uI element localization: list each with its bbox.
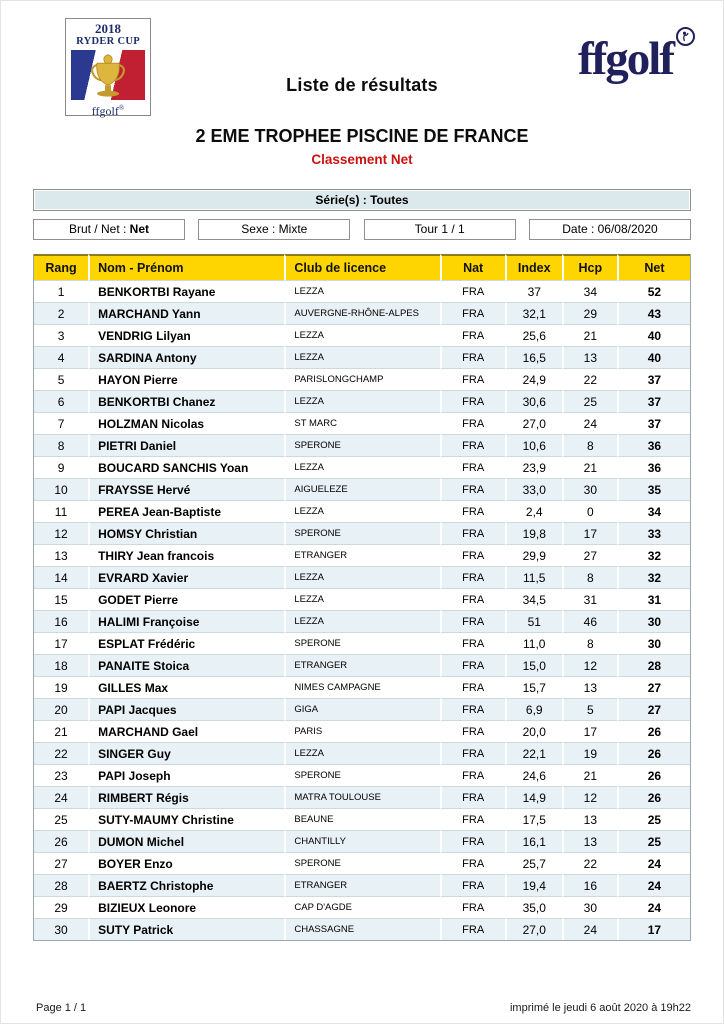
cell-club: MATRA TOULOUSE: [284, 786, 439, 808]
cell-rang: 21: [34, 720, 88, 742]
cell-index: 19,4: [505, 874, 562, 896]
cell-nat: FRA: [440, 456, 505, 478]
cell-hcp: 31: [562, 588, 617, 610]
table-row: [34, 434, 690, 456]
cell-club: SPERONE: [284, 632, 439, 654]
brut-net-label: Brut / Net :: [68, 222, 127, 236]
cell-club: SPERONE: [284, 434, 439, 456]
cell-net: 52: [617, 281, 690, 302]
cell-club: BEAUNE: [284, 808, 439, 830]
cell-nom: EVRARD Xavier: [88, 566, 284, 588]
cell-nat: FRA: [440, 698, 505, 720]
cell-nat: FRA: [440, 676, 505, 698]
cell-hcp: 5: [562, 698, 617, 720]
cell-nom: PAPI Joseph: [88, 764, 284, 786]
cell-index: 20,0: [505, 720, 562, 742]
cell-index: 29,9: [505, 544, 562, 566]
cell-club: AUVERGNE-RHÔNE-ALPES: [284, 302, 439, 324]
cell-nat: FRA: [440, 302, 505, 324]
competition-title: 2 EME TROPHEE PISCINE DE FRANCE: [195, 126, 529, 146]
cell-nom: SUTY-MAUMY Christine: [88, 808, 284, 830]
cell-hcp: 8: [562, 566, 617, 588]
cell-index: 25,7: [505, 852, 562, 874]
table-row: [34, 500, 690, 522]
cell-index: 10,6: [505, 434, 562, 456]
cell-club: SPERONE: [284, 852, 439, 874]
table-row: [34, 302, 690, 324]
cell-net: 33: [617, 522, 690, 544]
cell-index: 24,6: [505, 764, 562, 786]
cell-nat: FRA: [440, 852, 505, 874]
cell-index: 35,0: [505, 896, 562, 918]
logo-year: 2018: [95, 21, 121, 36]
document-title: Liste de résultats: [286, 75, 438, 95]
cell-hcp: 30: [562, 478, 617, 500]
cell-hcp: 30: [562, 896, 617, 918]
table-row: [34, 830, 690, 852]
cell-index: 34,5: [505, 588, 562, 610]
cell-club: LEZZA: [284, 566, 439, 588]
cell-net: 37: [617, 412, 690, 434]
cell-hcp: 21: [562, 456, 617, 478]
results-table-wrapper: [33, 254, 691, 941]
column-header-net: Net: [617, 254, 690, 281]
printed-timestamp: imprimé le jeudi 6 août 2020 à 19h22: [509, 1002, 691, 1014]
cell-rang: 6: [34, 390, 88, 412]
column-header-rang: Rang: [34, 254, 88, 281]
ryder-cup-2018-logo: [65, 18, 151, 116]
table-row: [34, 390, 690, 412]
cell-nom: HAYON Pierre: [88, 368, 284, 390]
cell-nat: FRA: [440, 478, 505, 500]
cell-hcp: 21: [562, 764, 617, 786]
cell-nom: GODET Pierre: [88, 588, 284, 610]
cell-hcp: 24: [562, 412, 617, 434]
cell-net: 34: [617, 500, 690, 522]
cell-nat: FRA: [440, 566, 505, 588]
cell-nom: ESPLAT Frédéric: [88, 632, 284, 654]
cell-club: ETRANGER: [284, 874, 439, 896]
cell-nat: FRA: [440, 281, 505, 302]
cell-nom: DUMON Michel: [88, 830, 284, 852]
cell-net: 25: [617, 830, 690, 852]
cell-net: 26: [617, 764, 690, 786]
cell-index: 37: [505, 281, 562, 302]
cell-index: 30,6: [505, 390, 562, 412]
document-header: [1, 1, 723, 119]
cell-net: 28: [617, 654, 690, 676]
cell-index: 27,0: [505, 412, 562, 434]
cell-hcp: 13: [562, 676, 617, 698]
cell-net: 17: [617, 918, 690, 940]
cell-nat: FRA: [440, 610, 505, 632]
cell-nat: FRA: [440, 896, 505, 918]
cell-nom: BIZIEUX Leonore: [88, 896, 284, 918]
table-row: [34, 368, 690, 390]
cell-nom: HOMSY Christian: [88, 522, 284, 544]
cell-net: 37: [617, 390, 690, 412]
logo-brand-text: ffgolf®: [91, 104, 125, 118]
cell-nat: FRA: [440, 830, 505, 852]
column-header-nat: Nat: [440, 254, 505, 281]
cell-net: 24: [617, 852, 690, 874]
cell-nom: BOYER Enzo: [88, 852, 284, 874]
brut-net-box: [33, 219, 185, 240]
cell-rang: 2: [34, 302, 88, 324]
cell-index: 33,0: [505, 478, 562, 500]
cell-index: 16,1: [505, 830, 562, 852]
cell-net: 40: [617, 324, 690, 346]
cell-nom: GILLES Max: [88, 676, 284, 698]
cell-net: 36: [617, 434, 690, 456]
cell-rang: 30: [34, 918, 88, 940]
cell-club: ETRANGER: [284, 654, 439, 676]
table-row: [34, 346, 690, 368]
cell-nat: FRA: [440, 500, 505, 522]
cell-net: 30: [617, 632, 690, 654]
cell-index: 51: [505, 610, 562, 632]
cell-net: 27: [617, 676, 690, 698]
cell-hcp: 25: [562, 390, 617, 412]
table-row: [34, 654, 690, 676]
cell-nat: FRA: [440, 346, 505, 368]
cell-rang: 20: [34, 698, 88, 720]
column-header-nom: Nom - Prénom: [88, 254, 284, 281]
cell-net: 24: [617, 896, 690, 918]
cell-nom: SINGER Guy: [88, 742, 284, 764]
cell-nom: PEREA Jean-Baptiste: [88, 500, 284, 522]
table-row: [34, 676, 690, 698]
sexe-value: Mixte: [278, 222, 308, 236]
cell-net: 31: [617, 588, 690, 610]
series-bar: Série(s) : Toutes: [33, 189, 691, 211]
cell-hcp: 13: [562, 346, 617, 368]
cell-club: LEZZA: [284, 324, 439, 346]
cell-rang: 17: [34, 632, 88, 654]
cell-rang: 23: [34, 764, 88, 786]
table-row: [34, 808, 690, 830]
cell-net: 35: [617, 478, 690, 500]
cell-hcp: 21: [562, 324, 617, 346]
cell-rang: 26: [34, 830, 88, 852]
cell-nat: FRA: [440, 786, 505, 808]
cell-net: 36: [617, 456, 690, 478]
sexe-label: Sexe :: [241, 222, 276, 236]
cell-hcp: 13: [562, 808, 617, 830]
cell-club: LEZZA: [284, 610, 439, 632]
cell-rang: 28: [34, 874, 88, 896]
cell-nat: FRA: [440, 412, 505, 434]
cell-rang: 15: [34, 588, 88, 610]
cell-net: 24: [617, 874, 690, 896]
cell-rang: 18: [34, 654, 88, 676]
cell-nom: PANAITE Stoica: [88, 654, 284, 676]
cell-nom: PIETRI Daniel: [88, 434, 284, 456]
table-row: [34, 588, 690, 610]
cell-hcp: 8: [562, 632, 617, 654]
sexe-box: [198, 219, 350, 240]
cell-index: 17,5: [505, 808, 562, 830]
ffgolf-registered-golfer-icon: [676, 27, 695, 46]
cell-net: 37: [617, 368, 690, 390]
cell-index: 22,1: [505, 742, 562, 764]
cell-nat: FRA: [440, 720, 505, 742]
table-row: [34, 456, 690, 478]
cell-index: 15,7: [505, 676, 562, 698]
cell-club: LEZZA: [284, 390, 439, 412]
cell-rang: 4: [34, 346, 88, 368]
column-header-index: Index: [505, 254, 562, 281]
cell-net: 26: [617, 720, 690, 742]
cell-hcp: 24: [562, 918, 617, 940]
cell-nom: SUTY Patrick: [88, 918, 284, 940]
cell-club: LEZZA: [284, 281, 439, 302]
cell-index: 23,9: [505, 456, 562, 478]
table-row: [34, 478, 690, 500]
cell-rang: 25: [34, 808, 88, 830]
cell-rang: 9: [34, 456, 88, 478]
cell-nat: FRA: [440, 742, 505, 764]
cell-club: NIMES CAMPAGNE: [284, 676, 439, 698]
ffgolf-wordmark: ffgolf: [577, 33, 673, 85]
cell-rang: 5: [34, 368, 88, 390]
cell-club: PARISLONGCHAMP: [284, 368, 439, 390]
table-row: [34, 742, 690, 764]
cell-rang: 16: [34, 610, 88, 632]
cell-index: 25,6: [505, 324, 562, 346]
cell-rang: 8: [34, 434, 88, 456]
cell-hcp: 17: [562, 522, 617, 544]
cell-net: 25: [617, 808, 690, 830]
cell-nat: FRA: [440, 808, 505, 830]
table-row: [34, 522, 690, 544]
brut-net-value: Net: [129, 222, 150, 236]
cell-nat: FRA: [440, 544, 505, 566]
cell-nat: FRA: [440, 632, 505, 654]
table-row: [34, 544, 690, 566]
table-row: [34, 896, 690, 918]
cell-hcp: 0: [562, 500, 617, 522]
cell-index: 32,1: [505, 302, 562, 324]
cell-rang: 22: [34, 742, 88, 764]
cell-rang: 27: [34, 852, 88, 874]
cell-index: 2,4: [505, 500, 562, 522]
results-table-header: [34, 254, 690, 281]
cell-hcp: 22: [562, 368, 617, 390]
cell-rang: 10: [34, 478, 88, 500]
table-row: [34, 566, 690, 588]
cell-nat: FRA: [440, 588, 505, 610]
cell-net: 27: [617, 698, 690, 720]
cell-net: 32: [617, 566, 690, 588]
cell-nom: VENDRIG Lilyan: [88, 324, 284, 346]
cell-rang: 14: [34, 566, 88, 588]
cell-hcp: 34: [562, 281, 617, 302]
cell-rang: 7: [34, 412, 88, 434]
cell-club: LEZZA: [284, 346, 439, 368]
table-row: [34, 281, 690, 302]
cell-nat: FRA: [440, 390, 505, 412]
cell-nom: SARDINA Antony: [88, 346, 284, 368]
table-row: [34, 324, 690, 346]
cell-nat: FRA: [440, 368, 505, 390]
cell-nat: FRA: [440, 522, 505, 544]
cell-nom: HOLZMAN Nicolas: [88, 412, 284, 434]
cell-net: 30: [617, 610, 690, 632]
cell-nom: RIMBERT Régis: [88, 786, 284, 808]
cell-index: 11,5: [505, 566, 562, 588]
cell-rang: 3: [34, 324, 88, 346]
cell-hcp: 22: [562, 852, 617, 874]
cell-index: 16,5: [505, 346, 562, 368]
cell-club: CHASSAGNE: [284, 918, 439, 940]
cell-rang: 24: [34, 786, 88, 808]
table-row: [34, 764, 690, 786]
cell-rang: 12: [34, 522, 88, 544]
filter-row: [33, 219, 691, 240]
cell-rang: 13: [34, 544, 88, 566]
cell-net: 26: [617, 786, 690, 808]
cell-club: LEZZA: [284, 500, 439, 522]
cell-nom: MARCHAND Gael: [88, 720, 284, 742]
cell-net: 43: [617, 302, 690, 324]
cell-nat: FRA: [440, 324, 505, 346]
table-row: [34, 786, 690, 808]
cell-club: CAP D'AGDE: [284, 896, 439, 918]
table-row: [34, 632, 690, 654]
cell-club: LEZZA: [284, 456, 439, 478]
cell-hcp: 12: [562, 654, 617, 676]
ffgolf-logo: [578, 27, 695, 85]
results-table: [33, 254, 691, 941]
cell-hcp: 12: [562, 786, 617, 808]
date-box: Date : 06/08/2020: [529, 219, 691, 240]
cell-index: 11,0: [505, 632, 562, 654]
cell-club: AIGUELEZE: [284, 478, 439, 500]
cell-hcp: 8: [562, 434, 617, 456]
cell-nat: FRA: [440, 918, 505, 940]
cell-index: 6,9: [505, 698, 562, 720]
cell-nom: THIRY Jean francois: [88, 544, 284, 566]
table-row: [34, 412, 690, 434]
cell-club: ETRANGER: [284, 544, 439, 566]
cell-rang: 19: [34, 676, 88, 698]
cell-club: LEZZA: [284, 588, 439, 610]
cell-nom: BAERTZ Christophe: [88, 874, 284, 896]
cell-nom: BENKORTBI Rayane: [88, 281, 284, 302]
cell-nom: BOUCARD SANCHIS Yoan: [88, 456, 284, 478]
cell-club: SPERONE: [284, 522, 439, 544]
cell-hcp: 27: [562, 544, 617, 566]
page-footer: [36, 1002, 691, 1014]
cell-nom: MARCHAND Yann: [88, 302, 284, 324]
cell-club: ST MARC: [284, 412, 439, 434]
cell-rang: 1: [34, 281, 88, 302]
cell-nom: HALIMI Françoise: [88, 610, 284, 632]
cell-nat: FRA: [440, 654, 505, 676]
cell-nat: FRA: [440, 764, 505, 786]
cell-hcp: 13: [562, 830, 617, 852]
cell-club: SPERONE: [284, 764, 439, 786]
page-number: Page 1 / 1: [36, 1002, 87, 1014]
table-row: [34, 698, 690, 720]
table-row: [34, 918, 690, 940]
cell-net: 26: [617, 742, 690, 764]
classement-subtitle: Classement Net: [311, 152, 413, 167]
cell-index: 19,8: [505, 522, 562, 544]
cell-nat: FRA: [440, 434, 505, 456]
cell-rang: 29: [34, 896, 88, 918]
cell-net: 40: [617, 346, 690, 368]
cell-club: PARIS: [284, 720, 439, 742]
table-row: [34, 610, 690, 632]
column-header-club: Club de licence: [284, 254, 439, 281]
table-row: [34, 874, 690, 896]
results-table-body: [34, 281, 690, 940]
table-row: [34, 852, 690, 874]
cell-club: GIGA: [284, 698, 439, 720]
cell-index: 15,0: [505, 654, 562, 676]
cell-hcp: 46: [562, 610, 617, 632]
cell-hcp: 19: [562, 742, 617, 764]
column-header-hcp: Hcp: [562, 254, 617, 281]
cell-index: 24,9: [505, 368, 562, 390]
cell-index: 14,9: [505, 786, 562, 808]
cell-nom: BENKORTBI Chanez: [88, 390, 284, 412]
cell-nom: FRAYSSE Hervé: [88, 478, 284, 500]
cell-club: CHANTILLY: [284, 830, 439, 852]
cell-nom: PAPI Jacques: [88, 698, 284, 720]
cell-net: 32: [617, 544, 690, 566]
cell-hcp: 29: [562, 302, 617, 324]
cell-rang: 11: [34, 500, 88, 522]
logo-event: RYDER CUP: [76, 36, 140, 47]
cell-nat: FRA: [440, 874, 505, 896]
tour-box: Tour 1 / 1: [364, 219, 516, 240]
cell-club: LEZZA: [284, 742, 439, 764]
table-row: [34, 720, 690, 742]
cell-hcp: 16: [562, 874, 617, 896]
cell-index: 27,0: [505, 918, 562, 940]
cell-hcp: 17: [562, 720, 617, 742]
